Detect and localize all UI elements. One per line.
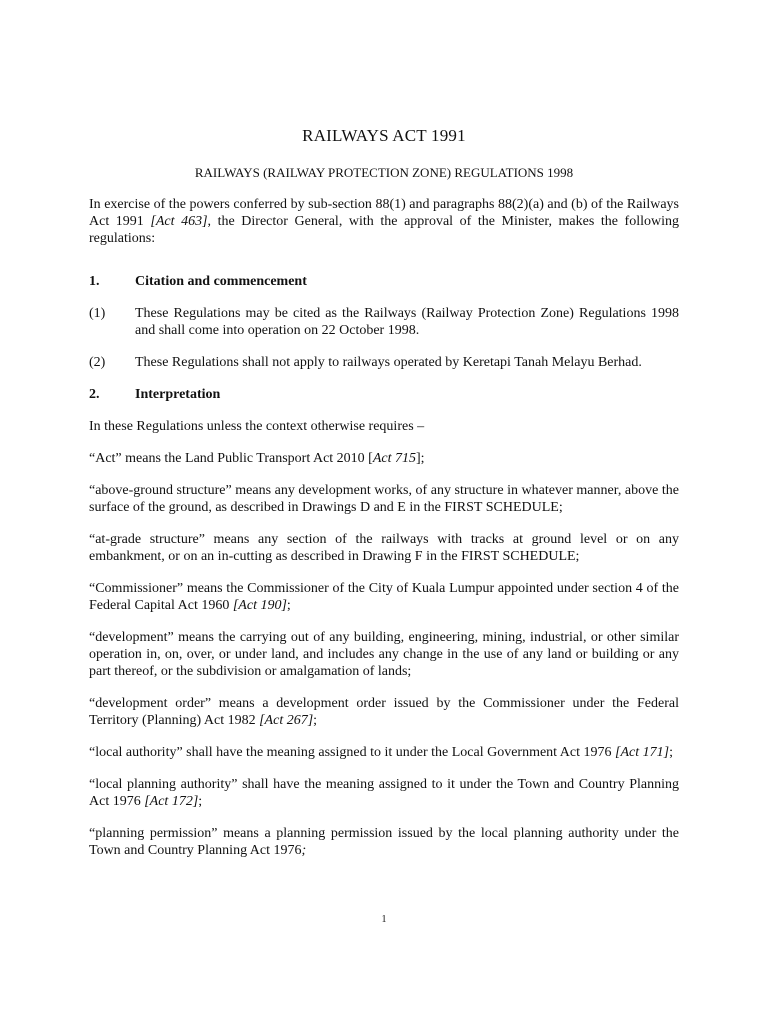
definition-text: “planning permission” means a planning permission issued by the local planning authority under the Town and Country Planning Act 1976 xyxy=(89,826,679,858)
definition-text: “local planning authority” shall have the meaning assigned to it under the Town and Country Planning Act 1976 xyxy=(89,777,679,809)
section-number: 1. xyxy=(89,274,100,289)
definition-tail: ; xyxy=(313,713,318,728)
definition-development: “development” means the carrying out of any building, engineering, mining, industrial, or other similar operation in, on, over, or under land, and includes any change in the use of any land or building or any part thereof, or the subdivision or amalgamation of lands; xyxy=(89,630,679,679)
section-number: 2. xyxy=(89,387,100,402)
document-title: RAILWAYS ACT 1991 xyxy=(302,126,466,145)
definition-act xyxy=(89,450,679,467)
definition-punctuation: ; xyxy=(301,843,307,858)
definition-local-planning-authority xyxy=(89,776,679,810)
item-text: These Regulations shall not apply to railways operated by Keretapi Tanah Melayu Berhad. xyxy=(135,355,642,370)
section-heading-interpretation xyxy=(89,386,679,403)
intro-text-continued: , the Director General, with the approval of the Minister, makes the following regulations: xyxy=(89,214,679,246)
item-text: These Regulations may be cited as the Railways (Railway Protection Zone) Regulations 1998 and shall come into operation on 22 October 1998. xyxy=(135,306,679,338)
document-subtitle: RAILWAYS (RAILWAY PROTECTION ZONE) REGULATIONS 1998 xyxy=(194,165,574,180)
act-reference: [Act 267] xyxy=(259,713,314,728)
act-reference: [Act 190] xyxy=(232,598,287,613)
intro-paragraph xyxy=(89,196,679,247)
document-body xyxy=(89,196,679,874)
definition-text: “local authority” shall have the meaning assigned to it under the Local Government Act 1976 xyxy=(89,745,616,760)
definition-text: “Act” means the Land Public Transport Act 2010 [ xyxy=(89,451,373,466)
definition-tail: ; xyxy=(286,598,291,613)
section-heading-citation xyxy=(89,273,679,290)
interpretation-lead: In these Regulations unless the context otherwise requires – xyxy=(89,419,425,434)
definition-tail: ; xyxy=(198,794,203,809)
act-reference: [Act 172] xyxy=(144,794,199,809)
act-reference: [Act 171] xyxy=(615,745,670,760)
item-number: (2) xyxy=(89,355,106,370)
definition-development-order xyxy=(89,695,679,729)
regulation-item xyxy=(89,354,679,371)
section-title: Citation and commencement xyxy=(135,274,307,289)
definition-at-grade-structure: “at-grade structure” means any section of the railways with tracks at ground level or on any embankment, or on an in-cutting as described in Drawing F in the FIRST SCHEDULE; xyxy=(89,532,679,564)
definition-above-ground-structure: “above-ground structure” means any development works, of any structure in whatever manner, above the surface of the ground, as described in Drawings D and E in the FIRST SCHEDULE; xyxy=(89,483,679,515)
definition-tail: ]; xyxy=(416,451,425,466)
definition-planning-permission xyxy=(89,825,679,859)
definition-tail: ; xyxy=(669,745,673,760)
item-number: (1) xyxy=(89,306,106,321)
definition-local-authority xyxy=(89,744,679,761)
page-number: 1 xyxy=(381,914,387,925)
act-reference: Act 715 xyxy=(372,451,416,466)
definition-text: “Commissioner” means the Commissioner of the City of Kuala Lumpur appointed under section 4 of the Federal Capital Act 1960 xyxy=(89,581,679,613)
definition-text: “development order” means a development order issued by the Commissioner under the Federal Territory (Planning) Act 1982 xyxy=(89,696,679,728)
intro-text: In exercise of the powers conferred by sub-section 88(1) and paragraphs 88(2)(a) and (b) of the Railways Act 1991 xyxy=(89,197,679,229)
intro-act-reference: [Act 463] xyxy=(150,214,208,229)
definition-commissioner xyxy=(89,580,679,614)
regulation-item xyxy=(89,305,679,339)
section-title: Interpretation xyxy=(135,387,221,402)
